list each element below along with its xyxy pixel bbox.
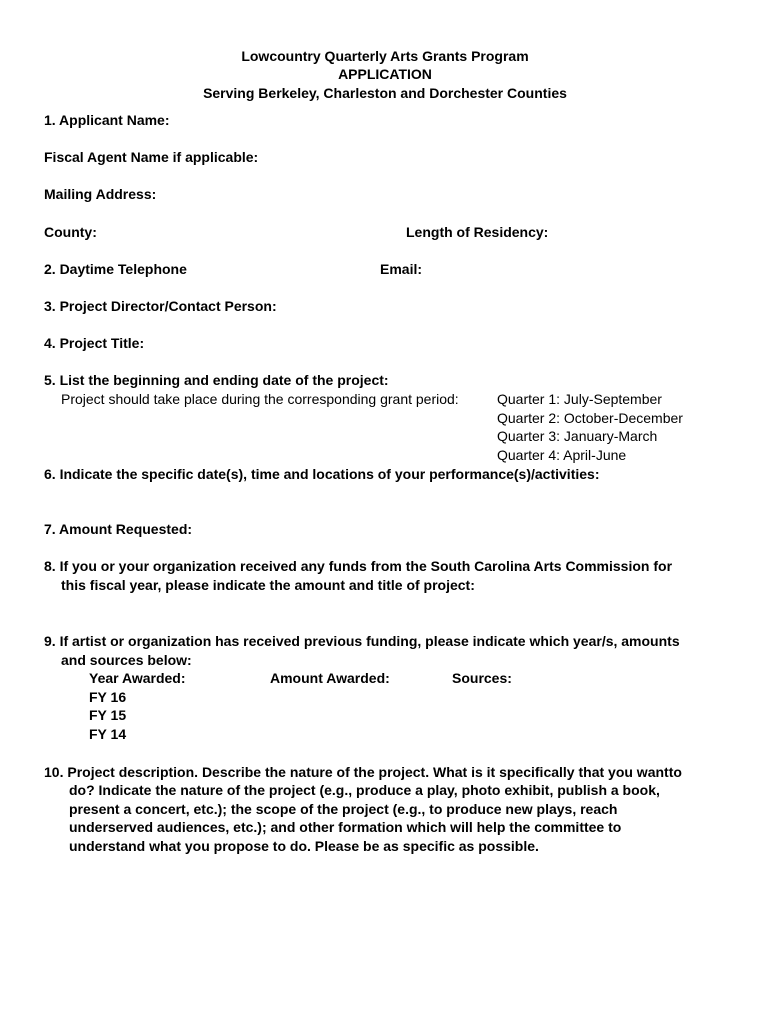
form-subtitle: APPLICATION [338, 66, 432, 82]
quarter-item: Quarter 3: January-March [497, 428, 658, 444]
daytime-telephone-label: 2. Daytime Telephone [44, 261, 187, 277]
project-description-label: 10. Project description. Describe the nature of the project. What is it specifically that you wantto [44, 764, 682, 780]
form-title: Lowcountry Quarterly Arts Grants Program [241, 48, 529, 64]
mailing-address-label: Mailing Address: [44, 186, 157, 202]
year-awarded-header: Year Awarded: [89, 670, 186, 686]
project-dates-label: 5. List the beginning and ending date of the project: [44, 372, 389, 388]
project-dates-note: Project should take place during the corresponding grant period: [61, 391, 459, 407]
fiscal-agent-label: Fiscal Agent Name if applicable: [44, 149, 259, 165]
fiscal-year-row: FY 16 [89, 689, 127, 705]
applicant-name-label: 1. Applicant Name: [44, 112, 170, 128]
project-director-label: 3. Project Director/Contact Person: [44, 298, 277, 314]
project-description-text: present a concert, etc.); the scope of the project (e.g., to produce new plays, reach [69, 801, 618, 817]
length-of-residency-label: Length of Residency: [406, 224, 549, 240]
project-description-text: understand what you propose to do. Please be as specific as possible. [69, 838, 539, 854]
quarter-item: Quarter 1: July-September [497, 391, 662, 407]
amount-requested-label: 7. Amount Requested: [44, 521, 193, 537]
project-description-text: underserved audiences, etc.); and other formation which will help the committee to [69, 819, 622, 835]
previous-funding-label: 9. If artist or organization has received previous funding, please indicate which year/s, amounts [44, 633, 680, 649]
fiscal-year-row: FY 14 [89, 726, 127, 742]
fiscal-year-row: FY 15 [89, 707, 127, 723]
project-title-label: 4. Project Title: [44, 335, 145, 351]
project-description-text: do? Indicate the nature of the project (e.g., produce a play, photo exhibit, publish a book, [69, 782, 660, 798]
previous-funding-label-cont: and sources below: [61, 652, 192, 668]
quarter-item: Quarter 2: October-December [497, 410, 683, 426]
sources-header: Sources: [452, 670, 512, 686]
performance-dates-label: 6. Indicate the specific date(s), time and locations of your performance(s)/activities: [44, 466, 600, 482]
form-serving-area: Serving Berkeley, Charleston and Dorchester Counties [203, 85, 567, 101]
county-label: County: [44, 224, 97, 240]
sc-arts-funds-label: 8. If you or your organization received any funds from the South Carolina Arts Commission for [44, 558, 673, 574]
quarter-item: Quarter 4: April-June [497, 447, 627, 463]
amount-awarded-header: Amount Awarded: [270, 670, 390, 686]
email-label: Email: [380, 261, 423, 277]
sc-arts-funds-label-cont: this fiscal year, please indicate the amount and title of project: [61, 577, 475, 593]
